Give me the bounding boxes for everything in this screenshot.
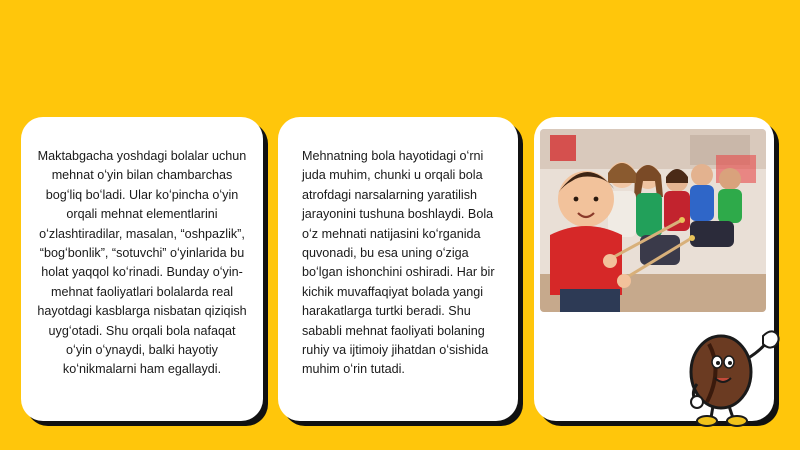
card-left-text: Maktabgacha yoshdagi bolalar uchun mehnat oʻyin bilan chambarchas bogʻliq boʻladi. Ular koʻpincha oʻyin orqali mehnat elementlarini oʻzlashtiradilar, masalan, “oshpazlik”, “bogʻbonlik”, “sotuvchi” oʻyinlarida bu holat yaqqol koʻrinadi. Bunday oʻyin-mehnat faoliyatlari bolalarda real hayotdagi kasblarga nisbatan qiziqish uygʻotadi. Shu orqali bola nafaqat oʻyin oʻynaydi, balki hayotiy koʻnikmalarni ham egallaydi. [37,149,247,377]
card-middle-text: Mehnatning bola hayotidagi oʻrni juda muhim, chunki u orqali bola atrofdagi narsalarning yaratilish jarayonini tushuna boshlaydi. Bola oʻz mehnati natijasini koʻrganida quvonadi, bu esa uning oʻziga boʻlgan ishonchini oshiradi. Har bir kichik muvaffaqiyat bolada yangi harakatlarga turtki beradi. Shu sababli mehnat faoliyati bolaning ruhiy va ijtimoiy jihatdan oʻsishida muhim oʻrin tutadi. [302,149,495,377]
text-card-left [21,117,263,421]
children-classroom-photo [540,129,766,312]
coffee-bean-mascot [683,324,783,428]
text-card-middle [278,117,518,421]
